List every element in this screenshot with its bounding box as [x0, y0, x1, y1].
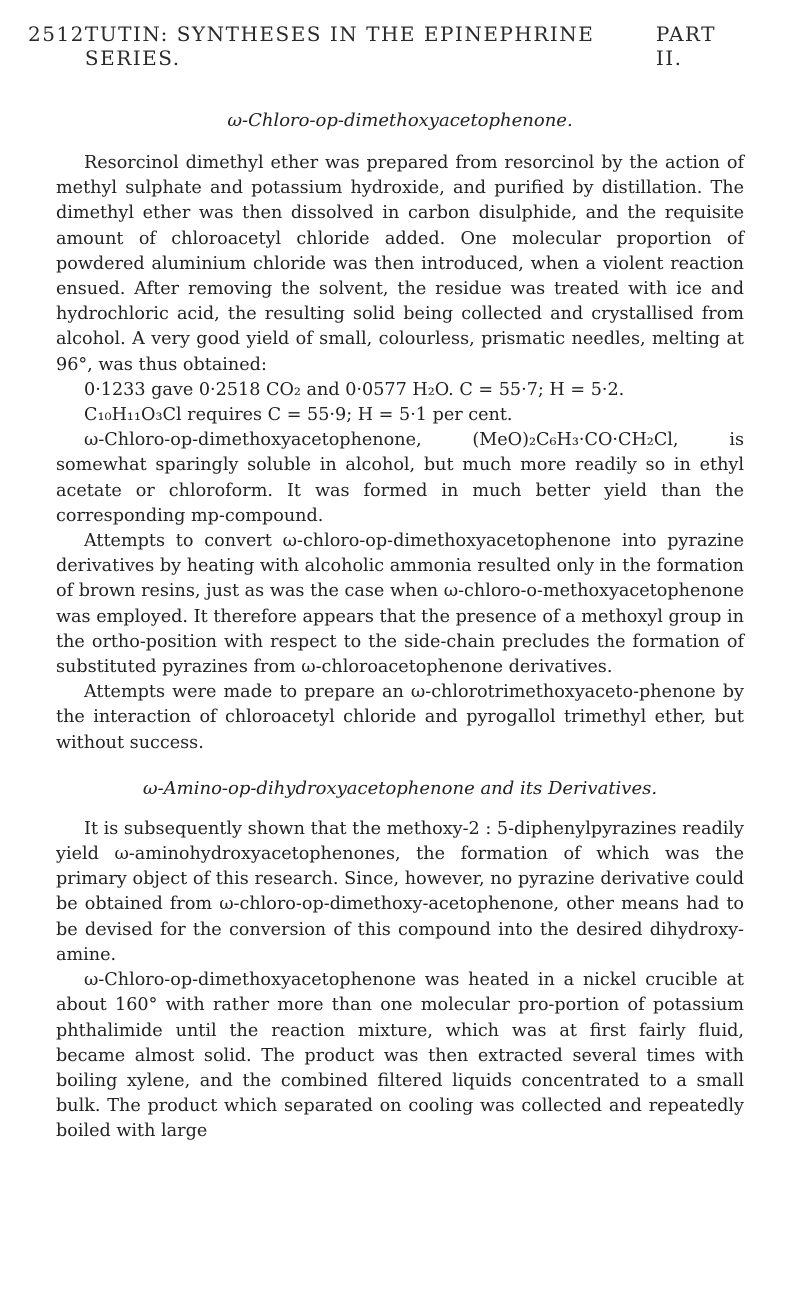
analysis-found: 0·1233 gave 0·2518 CO₂ and 0·0577 H₂O. C = 55·7; H = 5·2. — [84, 379, 625, 400]
page-number: 2512 — [28, 22, 85, 46]
running-header — [28, 22, 744, 70]
section-title-chloro: ω-Chloro-op-dimethoxyacetophenone. — [227, 110, 573, 131]
running-title: TUTIN: SYNTHESES IN THE EPINEPHRINE SERIES. — [84, 22, 595, 70]
paragraph-trimethoxy-attempts: Attempts were made to prepare an ω-chlorotrimethoxyaceto-phenone by the interaction of chloroacetyl chloride and pyrogallol trimethyl ether, but without success. — [56, 682, 744, 753]
paragraph-aminohydroxy: It is subsequently shown that the methoxy-2 : 5-diphenylpyrazines readily yield ω-aminohydroxyacetophenones, the formation of which was the primary object of this research. Since, however, no pyrazine derivative could be obtained from ω-chloro-op-dimethoxy-acetophenone, other means had to be devised for the conversion of this compound into the desired dihydroxy-amine. — [56, 818, 744, 965]
part-label: PART II. — [655, 22, 716, 70]
paragraph-properties: ω-Chloro-op-dimethoxyacetophenone, (MeO)₂C₆H₃·CO·CH₂Cl, is somewhat sparingly soluble in alcohol, but much more readily so in ethyl acetate or chloroform. It was formed in much better yield than the corresponding mp-compound. — [56, 430, 744, 526]
paragraph-phthalimide: ω-Chloro-op-dimethoxyacetophenone was heated in a nickel crucible at about 160° with rather more than one molecular pro-portion of potassium phthalimide until the reaction mixture, which was at first fairly fluid, became almost solid. The product was then extracted several times with boiling xylene, and the combined filtered liquids concentrated to a small bulk. The product which separated on cooling was collected and repeatedly boiled with large — [56, 970, 744, 1142]
paragraph-preparation: Resorcinol dimethyl ether was prepared from resorcinol by the action of methyl sulphate and potassium hydroxide, and purified by distillation. The dimethyl ether was then dissolved in carbon disulphide, and the requisite amount of chloroacetyl chloride added. One molecular proportion of powdered aluminium chloride was then introduced, when a violent reaction ensued. After removing the solvent, the residue was treated with ice and hydrochloric acid, the resulting solid being collected and crystallised from alcohol. A very good yield of small, colourless, prismatic needles, melting at 96°, was thus obtained: — [56, 153, 744, 375]
paragraph-pyrazine-attempts: Attempts to convert ω-chloro-op-dimethoxyacetophenone into pyrazine derivatives by heating with alcoholic ammonia resulted only in the formation of brown resins, just as was the case when ω-chloro-o-methoxyacetophenone was employed. It therefore appears that the presence of a methoxyl group in the ortho-position with respect to the side-chain precludes the formation of substituted pyrazines from ω-chloroacetophenone derivatives. — [56, 531, 744, 678]
analysis-required: C₁₀H₁₁O₃Cl requires C = 55·9; H = 5·1 per cent. — [84, 405, 513, 426]
section-title-amino: ω-Amino-op-dihydroxyacetophenone and its Derivatives. — [142, 777, 658, 799]
